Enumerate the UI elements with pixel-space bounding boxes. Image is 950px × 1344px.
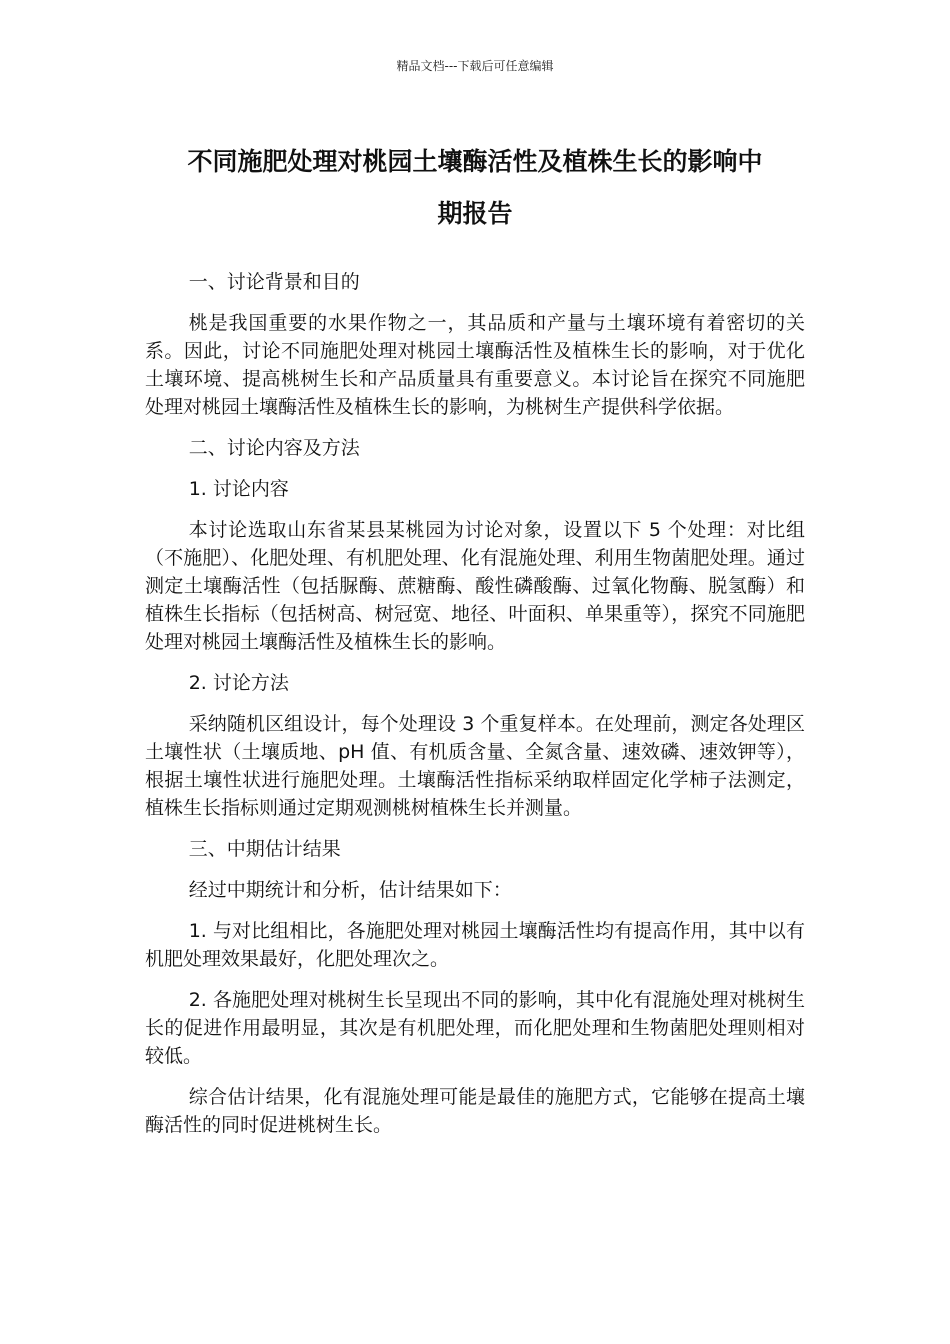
document-body bbox=[145, 268, 805, 1152]
title-line-1: 不同施肥处理对桃园土壤酶活性及植株生长的影响中 bbox=[187, 147, 763, 176]
paragraph-methods: 采纳随机区组设计，每个处理设 3 个重复样本。在处理前，测定各处理区土壤性状（土壤质地、pH 值、有机质含量、全氮含量、速效磷、速效钾等），根据土壤性状进行施肥处理。土壤酶活性指标采纳取样固定化学柿子法测定，植株生长指标则通过定期观测桃树植株生长并测量。 bbox=[145, 713, 805, 819]
title-line-2: 期报告 bbox=[437, 199, 513, 228]
paragraph-background: 桃是我国重要的水果作物之一，其品质和产量与土壤环境有着密切的关系。因此，讨论不同施肥处理对桃园土壤酶活性及植株生长的影响，对于优化土壤环境、提高桃树生长和产品质量具有重要意义。本讨论旨在探究不同施肥处理对桃园土壤酶活性及植株生长的影响，为桃树生产提供科学依据。 bbox=[145, 312, 805, 418]
document-title bbox=[140, 136, 810, 240]
section-heading-results: 三、中期估计结果 bbox=[188, 838, 341, 860]
paragraph-conclusion: 综合估计结果，化有混施处理可能是最佳的施肥方式，它能够在提高土壤酶活性的同时促进桃树生长。 bbox=[145, 1086, 805, 1136]
header-note: 精品文档---下载后可任意编辑 bbox=[396, 59, 554, 73]
paragraph-result-2: 2. 各施肥处理对桃树生长呈现出不同的影响，其中化有混施处理对桃树生长的促进作用最明显，其次是有机肥处理，而化肥处理和生物菌肥处理则相对较低。 bbox=[145, 989, 805, 1067]
subheading-methods: 2. 讨论方法 bbox=[188, 672, 289, 694]
paragraph-content: 本讨论选取山东省某县某桃园为讨论对象，设置以下 5 个处理：对比组（不施肥）、化肥处理、有机肥处理、化有混施处理、利用生物菌肥处理。通过测定土壤酶活性（包括脲酶、蔗糖酶、酸性磷酸酶、过氧化物酶、脱氢酶）和植株生长指标（包括树高、树冠宽、地径、叶面积、单果重等），探究不同施肥处理对桃园土壤酶活性及植株生长的影响。 bbox=[145, 519, 805, 653]
section-heading-content-methods: 二、讨论内容及方法 bbox=[188, 437, 360, 459]
section-heading-background: 一、讨论背景和目的 bbox=[188, 271, 360, 293]
paragraph-results-intro: 经过中期统计和分析，估计结果如下： bbox=[188, 879, 512, 901]
paragraph-result-1: 1. 与对比组相比，各施肥处理对桃园土壤酶活性均有提高作用，其中以有机肥处理效果最好，化肥处理次之。 bbox=[145, 920, 805, 970]
subheading-content: 1. 讨论内容 bbox=[188, 478, 289, 500]
